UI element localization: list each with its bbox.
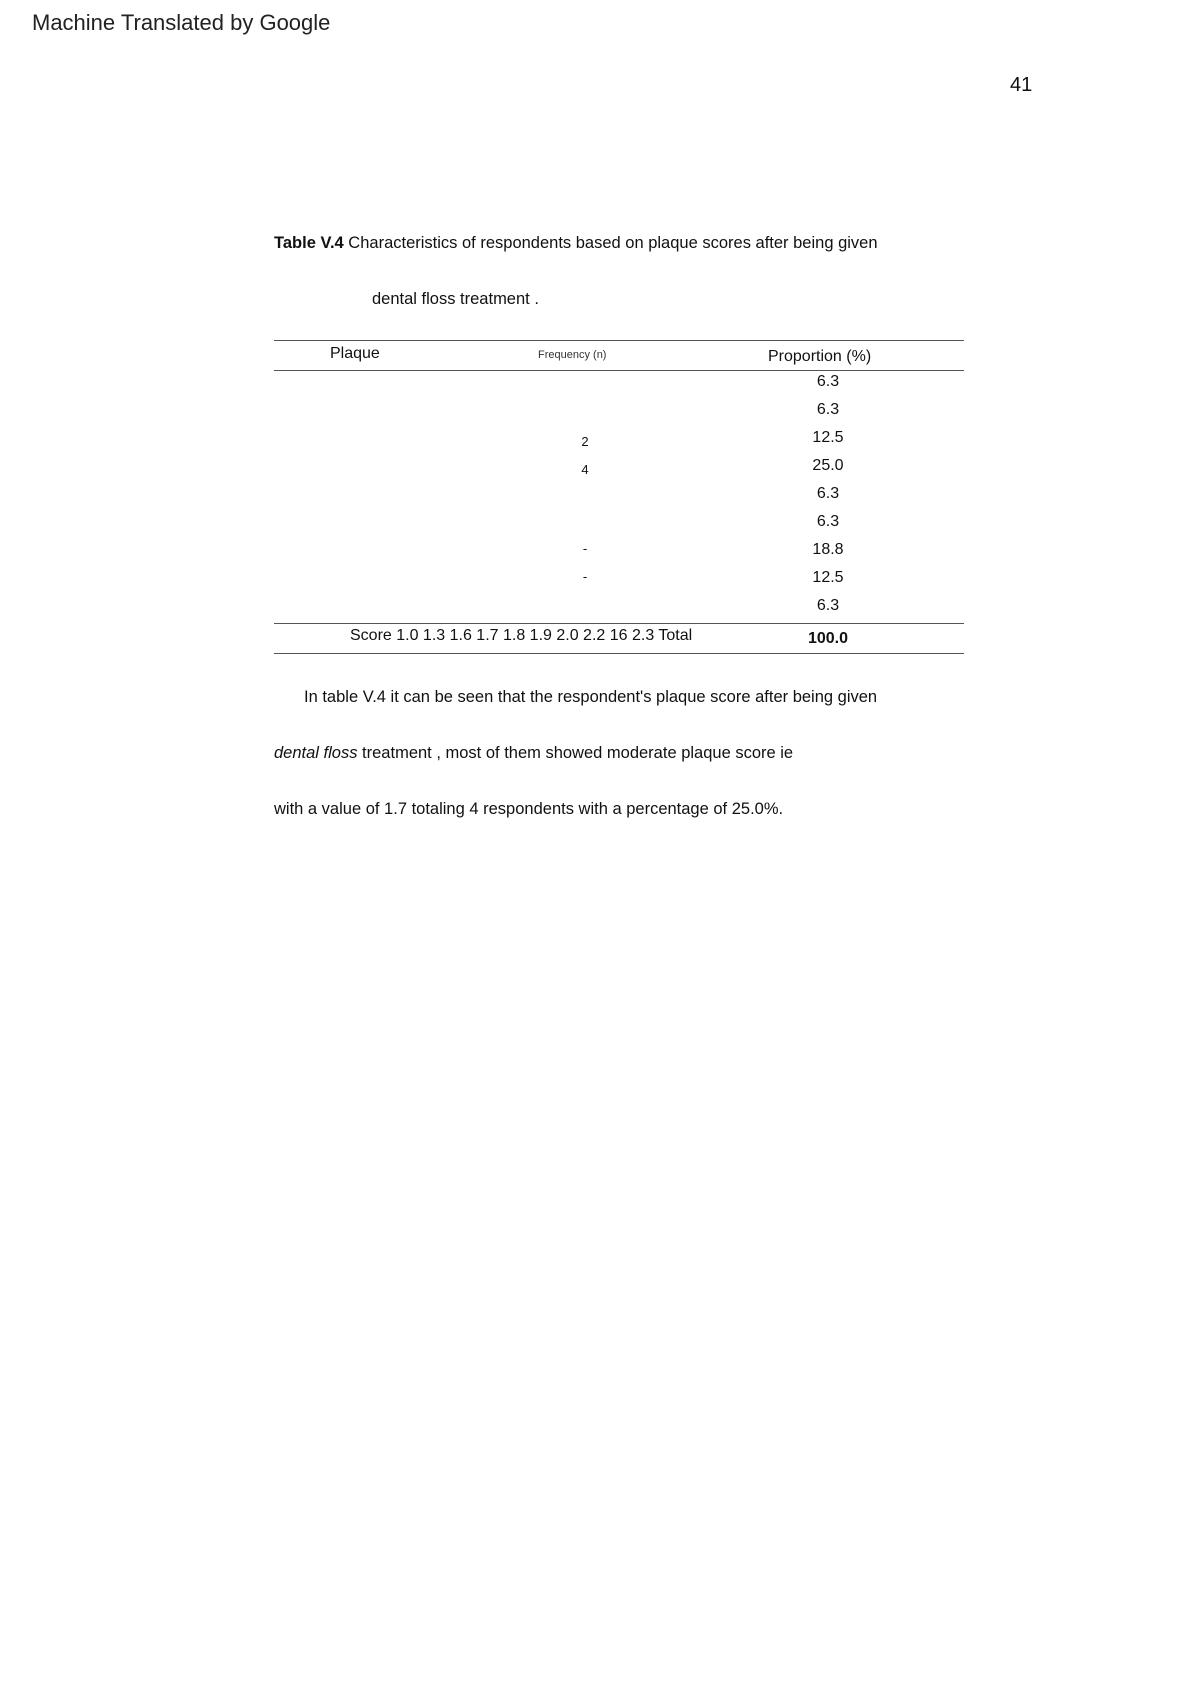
header-proportion: Proportion (%) (768, 348, 872, 365)
table-row-5-proportion: 6.3 (816, 485, 840, 502)
table-row-4-frequency: 4 (581, 462, 589, 477)
table-row-2-proportion: 6.3 (816, 401, 840, 418)
table-row-1-proportion: 6.3 (816, 373, 840, 390)
table-row-3-frequency: 2 (581, 434, 589, 449)
paragraph-line-3: with a value of 1.7 totaling 4 respondents with a percentage of 25.0%. (274, 800, 784, 818)
paragraph-italic-term: dental floss (274, 744, 358, 762)
table-header-rule (274, 370, 964, 371)
table-footer-row: Score 1.0 1.3 1.6 1.7 1.8 1.9 2.0 2.2 16 2.3 Total (350, 627, 693, 644)
table-bottom-rule (274, 653, 964, 654)
table-row-4-proportion: 25.0 (812, 457, 844, 474)
table-total-value: 100.0 (807, 630, 849, 647)
table-caption-label: Table V.4 (274, 234, 344, 252)
paragraph-line-2 (274, 744, 793, 763)
table-row-8-proportion: 12.5 (812, 569, 844, 586)
table-total-rule (274, 623, 964, 624)
machine-translated-banner: Machine Translated by Google (32, 10, 331, 35)
table-caption (274, 234, 878, 253)
table-top-rule (274, 340, 964, 341)
table-row-7-frequency: - (582, 541, 588, 556)
table-row-3-proportion: 12.5 (812, 429, 844, 446)
page-number: 41 (1010, 74, 1033, 96)
paragraph-line-2-text: treatment , most of them showed moderate plaque score ie (357, 744, 794, 762)
table-row-7-proportion: 18.8 (812, 541, 844, 558)
paragraph-line-1: In table V.4 it can be seen that the respondent's plaque score after being given (304, 688, 878, 706)
table-row-9-proportion: 6.3 (816, 597, 840, 614)
table-row-6-proportion: 6.3 (816, 513, 840, 530)
header-plaque: Plaque (330, 345, 380, 362)
table-caption-line2: dental floss treatment . (372, 290, 539, 308)
table-caption-text: Characteristics of respondents based on plaque scores after being given (343, 234, 878, 252)
table-row-8-frequency: - (582, 569, 588, 584)
header-frequency: Frequency (n) (538, 349, 607, 361)
